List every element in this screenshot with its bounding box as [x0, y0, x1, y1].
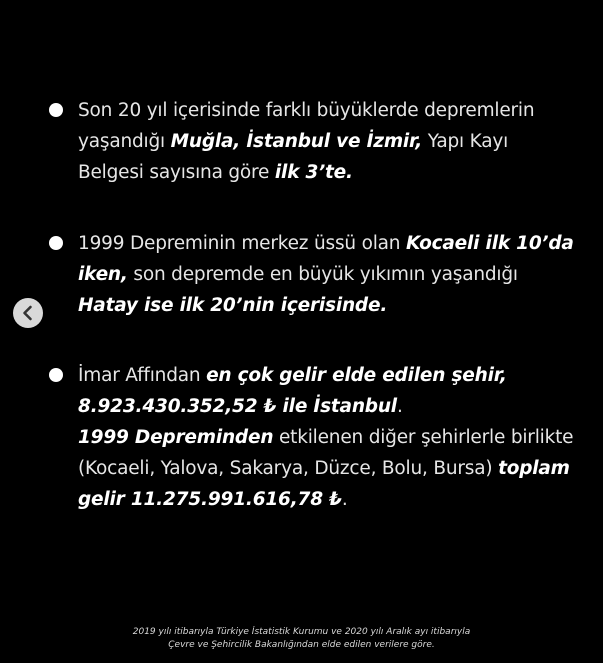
source-footnote — [0, 626, 603, 652]
emphasis-text: ilk 3’te. — [274, 162, 353, 183]
bullet-text — [78, 360, 578, 515]
body-text: . — [396, 396, 403, 417]
emphasis-text: Hatay ise ilk 20’nin içerisinde. — [78, 295, 388, 316]
bullet-text — [78, 228, 578, 321]
footnote-line: 2019 yılı itibarıyla Türkiye İstatistik Kurumu ve 2020 yılı Aralık ayı itibarıyla — [132, 627, 471, 637]
body-text: . — [341, 489, 348, 510]
chevron-left-icon — [13, 298, 43, 328]
previous-slide-button[interactable] — [13, 298, 43, 328]
emphasis-text: en çok gelir elde edilen şehir, 8.923.430.352,52 ₺ ile İstanbul — [78, 365, 507, 417]
footnote-line: Çevre ve Şehircilik Bakanlığından elde edilen verilere göre. — [168, 640, 435, 650]
bullet-dot-icon — [49, 368, 63, 382]
body-text: İmar Affından — [78, 365, 207, 386]
body-text: son depremde en büyük yıkımın yaşandığı — [127, 264, 518, 285]
body-text: Son 20 yıl içerisinde farklı büyüklerde depremlerin yaşandığı — [78, 100, 535, 152]
emphasis-text: 1999 Depreminden — [78, 427, 274, 448]
emphasis-text: Muğla, İstanbul ve İzmir, — [170, 131, 423, 152]
emphasis-text: toplam gelir 11.275.991.616,78 ₺ — [78, 458, 570, 510]
bullet-dot-icon — [49, 103, 63, 117]
body-text: 1999 Depreminin merkez üssü olan — [78, 233, 406, 254]
bullet-text — [78, 95, 578, 188]
body-text: etkilenen diğer şehirlerle birlikte (Kocaeli, Yalova, Sakarya, Düzce, Bolu, Bursa) — [78, 427, 574, 479]
emphasis-text: Kocaeli ilk 10’da iken, — [78, 233, 574, 285]
bullet-dot-icon — [49, 236, 63, 250]
body-text: Yapı Kayı Belgesi sayısına göre — [78, 131, 509, 183]
